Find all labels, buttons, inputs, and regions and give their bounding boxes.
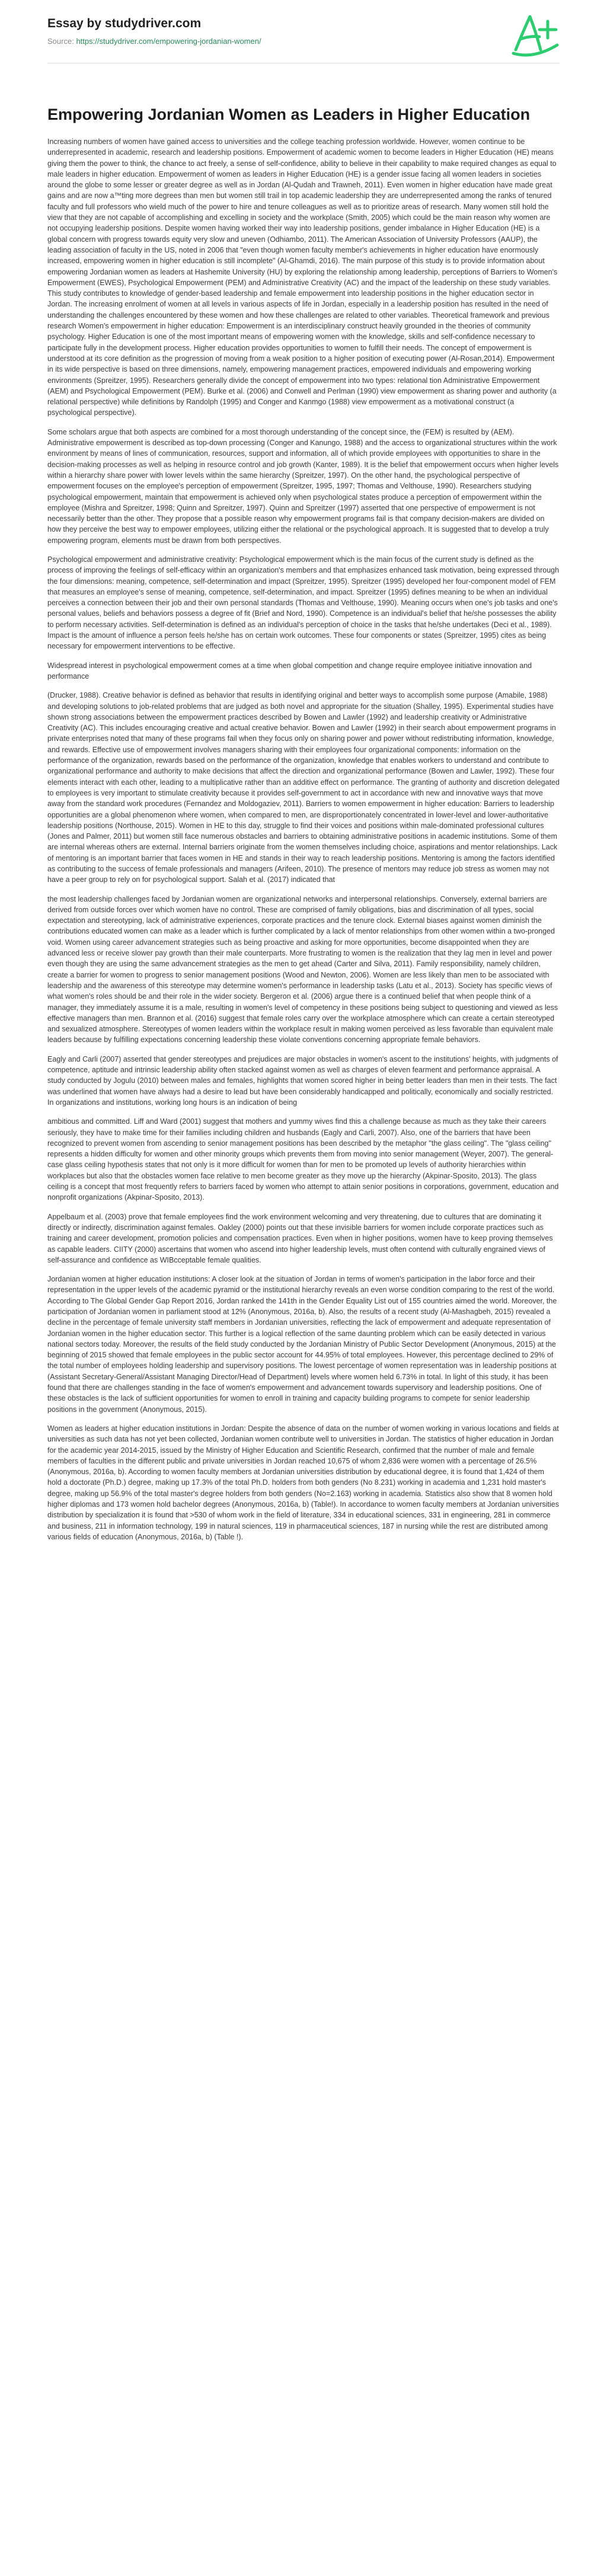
paragraph: Jordanian women at higher education institutions: A closer look at the situation of Jordan in terms of women's participation in the labor force and their representation in the upper levels of the academic pyramid or the institutional hierarchy reveals an even worse condition comparing to the rest of the world. According to The Global Gender Gap Report 2016, Jordan ranked the 141th in the Gender Equality List out of 155 countries aimed the world. Moreover, the participation of Jordanian women in parliament stood at 12% (Anonymous, 2016a, b). Also, the results of a recent study (Al-Mashagbeh, 2015) revealed a decline in the percentage of female university staff members in Jordanian universities, reflecting the lack of empowerment and adequate representation of Jordanian women in the higher education sector. This further is a logical reflection of the same daunting problem which can be easily detected in various national sectors today. Moreover, the results of the field study conducted by the Jordanian Ministry of Public Sector Development (Anonymous, 2015) at the beginning of 2015 showed that female employees in the public sector account for 44.95% of total employees. However, this percentage declined to 29% of the total number of employees holding leadership and supervisory positions. The lowest percentage of women representation was in leadership positions at (Assistant Secretary-General/Assistant Managing Director/Head of Department) levels where women held 6.73% in total. In light of this study, it has been found that there are challenges standing in the face of women's empowerment and advancement towards supervisory and leadership positions. One of these obstacles is the lack of sufficient opportunities for women to enroll in training and capacity building programs to compete for senior leadership positions in the government (Anonymous, 2015).: [47, 1275, 557, 1414]
paragraph: Increasing numbers of women have gained access to universities and the college teaching profession worldwide. However, women continue to be underrepresented in academic, research and leadership positions. Empowerment of academic women to become leaders in Higher Education (HE) means giving them the power to think, the chance to act freely, a sense of self-confidence, ability to believe in their capability to make required changes as equal to male leaders in higher education. Empowerment of women as leaders in Higher Education (HE) is a gender issue facing all women leaders in societies around the globe to some lesser or greater degree as well as in Jordan (Al-Qudah and Trawneh, 2011). Even women in higher education have made great gains and are now a™ting more degrees than men but women still trail in top academic leadership they are underrepresented among the ranks of tenured faculty and full professors who wield much of the power to hire and tenure colleagues as well as to prioritize areas of research. Many women still hold the view that they are not capable of accomplishing and excelling in society and the workplace (Smith, 2005) which could be the main reason why women are not occupying leadership positions. Despite women having worked their way into leadership positions, gender imbalance in Higher Education (HE) is a global concern with progress towards equity very slow and uneven (Odhiambo, 2011). The American Association of University Professors (AAUP), the leading association of faculty in the US, noted in 2006 that "even though women faculty member's achievements in higher education have enormously increased, empowering women in higher education is still incomplete" (Al-Ghamdi, 2016). The main purpose of this study is to provide information about empowering Jordanian women as leaders at Hashemite University (HU) by exploring the relationship among leadership, perceptions of Barriers to Women's Empowerment (EWES), Psychological Empowerment (PEM) and Administrative Creativity (AC) and the impact of the leadership on these study variables. This study contributes to knowledge of gender-based leadership and female empowerment into leadership positions in the higher education sector in Jordan. The increasing enrolment of women at all levels in various aspects of life in Jordan, especially in a leadership position has resulted in the need of understanding the challenges encountered by these women and how these challenges are related to other variables. Theoretical framework and previous research Women's empowerment in higher education: Empowerment is an interdisciplinary construct heavily grounded in the theories of community psychology. Higher Education is one of the most important means of empowering women with the knowledge, skills and self-confidence necessary to participate fully in the development process. Higher education provides opportunities to women to fulfill their needs. The concept of empowerment is understood at its core definition as the progression of moving from a weak position to a higher position of executing power (Al-Rosan,2014). Empowerment in its wide perspective is based on three dimensions, namely, empowering management practices, empowered individuals and empowering working environments (Spreitzer, 1995). Researchers generally divide the concept of empowerment into two types: relational tion Administrative Empowerment (AEM) and Psychological Empowerment (PEM). Burke et al. (2006) and Conwell and Perlman (1990) view empowerment as sharing power and authority (a relational perspective) while definitions by Randolph (1995) and Conger and Kanmgo (1988) view empowerment as a motivational construct (a psychological perspective).: [47, 138, 558, 417]
paragraph: Appelbaum et al. (2003) prove that female employees find the work environment welcoming and very threatening, due to cultures that are dominating it directly or indirectly, discrimination against females. Oakley (2000) points out that these invisible barriers for women include corporate practices such as training and career development, promotion policies and compensation practices. Even when in higher positions, women have to keep proving themselves as capable leaders. CIITY (2000) ascertains that women who ascend into higher leadership levels, must often contend with culturally engrained views of self-assurance and confidence as WIBcceptable female qualities.: [47, 1212, 553, 1264]
source-line: [47, 37, 261, 46]
source-link[interactable]: https://studydriver.com/empowering-jordanian-women/: [76, 37, 261, 46]
page-header: [0, 0, 607, 57]
brand-title: Essay by studydriver.com: [47, 17, 202, 30]
paragraph: Widespread interest in psychological empowerment comes at a time when global competition and change require employee initiative innovation and performance: [47, 661, 532, 680]
paragraph: Women as leaders at higher education institutions in Jordan: Despite the absence of data on the number of women working in various locations and fields at universities as such data has not yet been collected, Jordanian women contribute well to universities in Jordan. The statistics of higher education in Jordan for the academic year 2014-2015, issued by the Ministry of Higher Education and Scientific Research, confirmed that the number of male and female members of faculties in the different public and private universities in Jordan reached 10,675 of whom 2,836 were women with a percentage of 26.5% (Anonymous, 2016a, b). According to women faculty members at Jordanian universities distribution by educational degree, it is found that 1,424 of them hold a doctorate (Ph.D.) degree, making up 17.3% of the total Ph.D. holders from both genders (No 8.231) working in academia and 1,231 hold master's degree, making up 56.9% of the total master's degree holders from both genders (No=2.163) working in academia. Statistics also show that 8 women hold higher diplomas and 173 women hold bachelor degrees (Anonymous, 2016a, b) (Table!). In accordance to women faculty members at Jordanian universities distribution by specialization it is found that >530 of whom work in the field of literature, 334 in educational sciences, 331 in engineering, 281 in commerce and business, 211 in information technology, 199 in natural sciences, 119 in pharmaceutical sciences, 187 in nursing while the rest are distributed among various fields of education (Anonymous, 2016a, b) (Table !).: [47, 1424, 559, 1541]
article-title: Empowering Jordanian Women as Leaders in Higher Education: [47, 106, 531, 123]
a-plus-badge-icon: [510, 8, 560, 58]
source-label: Source:: [47, 37, 74, 46]
paragraph: Some scholars argue that both aspects are combined for a most thorough understanding of the concept since, the (FEM) is resulted by (AEM). Administrative empowerment is described as top-down processing (Conger and Kanungo, 1988) and the access to organizational structures within the work environment by means of lines of communication, resources, support and information, all of which provide employees with opportunities to share in the decision-making processes as well as helping in resource control and job growth (Kanter, 1989). It is the belief that empowerment occurs when higher levels within a hierarchy share power with lower levels within the same hierarchy (Spreitzer, 1997). On the other hand, the psychological perspective of empowerment focuses on the employee's perception of empowerment (Spreitzer, 1995, 1997; Thomas and Velthouse, 1990). Researchers studying psychological empowerment, maintain that empowerment is achieved only when psychological states produce a perception of empowerment within the employee (Mishra and Spreitzer, 1998; Quinn and Spreitzer, 1997). Quinn and Spreitzer (1997) asserted that one perspective of empowerment is not necessarily better than the other. They propose that a possible reason why empowerment programs fail is that company decision-makers are divided on how they perceive the best way to empower employees, utilizing either the relational or the psychological approach. It is suggested that to develop a truly empowering program, elements must be drawn from both perspectives.: [47, 427, 559, 545]
paragraph: Eagly and Carli (2007) asserted that gender stereotypes and prejudices are major obstacles in women's ascent to the institutions' heights, with judgments of competence, aptitude and intrinsic leadership ability often stacked against women as well as charges of eleven fearment and performance appraisal. A study conducted by Jogulu (2010) between males and females, highlights that women scored higher in being better leaders than men in their tests. The fact was underlined that women have always had a desire to lead but have been considerably handicapped and politically, economically and socially restricted. In organizations and institutions, working long hours is an indication of being: [47, 1054, 558, 1107]
paragraph: the most leadership challenges faced by Jordanian women are organizational networks and interpersonal relationships. Conversely, external barriers are derived from outside forces over which women have no control. These are comprised of family obligations, bias and discrimination of all types, social expectation and stereotyping, lack of administrative experiences, corporate practices and the tenure clock. External biases against women diminish the contributions educated women can make as a leader which is further complicated by a lack of mentor relationships from other women within a two-pronged void. Women using career advancement strategies such as being proactive and asking for more opportunities, become disappointed when they are advanced less or receive slower pay growth than their male counterparts. More frustrating to women is the realization that they lag men in level and power even though they are using the same advancement strategies as the men to get ahead (Carter and Silva, 2011). Family responsibility, namely children, create a barrier for women to progress to senior management positions (Wood and Newton, 2006). Women are less likely than men to be associated with leadership and the awareness of this stereotype may determine women's performance in leadership tasks (Latu et al., 2013). Society has specific views of what women's roles should be and their role in the wider society. Bergeron et al. (2006) argue there is a continued belief that when people think of a manager, they immediately assume it is a male, resulting in women's level of competency in these positions being subject to questioning and viewed as less effective managers than men. Brannon et al. (2016) suggest that female roles carry over the workplace atmosphere which can create a certain stereotyped and sexualized atmosphere. Stereotypes of women leaders within the workplace result in making women perceived as less favorable than equivalent male leaders because by fulfilling expectations concerning leadership these violate conventions concerning appropriate female behaviors.: [47, 894, 558, 1044]
article: [47, 104, 560, 1551]
paragraph: Psychological empowerment and administrative creativity: Psychological empowerment which is the main focus of the current study is defined as the process of improving the feelings of self-efficacy within an organization's members and that emphasizes enhanced task motivation, being expressed through the four dimensions: meaning, competence, self-determination and impact (Spreitzer, 1995). Spreitzer (1995) developed her four-component model of FEM that measures an employee's sense of meaning, competence, self-determination, and impact. Spreitzer (1995) defines meaning to be when an individual perceives a connection between their job and their own personal standards (Thomas and Velthouse, 1990). Meaning occurs when one's job tasks and one's personal values, beliefs and behaviors possess a degree of fit (Brief and Nord, 1990). Competence is an individual's belief that he/she possesses the ability to perform necessary activities. Self-determination is defined as an individual's perception of choice in the tasks that he/she undertakes (Deci et al., 1989). Impact is the amount of influence a person feels he/she has on certain work outcomes. These four components or states (Spreitzer, 1995) cites as being necessary for empowerment interventions to be effective.: [47, 555, 560, 651]
paragraph: ambitious and committed. Liff and Ward (2001) suggest that mothers and yummy wives find this a challenge because as much as they take their careers seriously, they have to make time for their families including children and husbands (Eagly and Carli, 2007). Also, one of the barriers that have been recognized to prevent women from ascending to senior management positions has been described by the metaphor "the glass ceiling". The "glass ceiling" represents a hidden difficulty for women and other minority groups which prevents them from moving into senior management (Weyer, 2007). The general-case glass ceiling hypothesis states that not only is it more difficult for women than for men to be promoted up levels of authority hierarchies within workplaces but also that the obstacles women face relative to men become greater as they move up the hierarchy (Akpinar-Sposito, 2013). The glass ceiling is a concept that most frequently refers to barriers faced by women who attempt to attain senior positions in corporations, government, education and nonprofit organizations (Akpinar-Sposito, 2013).: [47, 1117, 559, 1202]
paragraph: (Drucker, 1988). Creative behavior is defined as behavior that results in identifying original and better ways to accomplish some purpose (Amabile, 1988) and developing solutions to job-related problems that are judged as both novel and appropriate for the situation (Shalley, 1995). Experimental studies have shown strong associations between the empowerment practices described by Bowen and Lawler (1992) and leadership creativity or Administrative Creativity (AC). This includes encouraging creative and actual creative behavior. Bowen and Lawler (1992) in their search about empowerment programs in private enterprises noted that many of these programs fail when they focus only on sharing power and power without redistributing information, knowledge, and rewards. Effective use of empowerment involves managers sharing with their employees four organizational components: information on the performance of the organization, rewards based on the performance of the organization, knowledge that enables workers to understand and contribute to organizational performance and authority to make decisions that affect the direction and organizational performance (Bowen and Lawler, 1992). These four elements interact with each other, leading to a multiplicative rather than an additive effect on performance. The granting of authority and discretion delegated to employees is very important to stimulate creativity because it provides self-government to act in accordance with new and innovative ways that move away from the standard work procedures (Fernandez and Moldogaziev, 2011). Barriers to women empowerment in higher education: Barriers to leadership opportunities are a global phenomenon where women, when compared to men, are disproportionately concentrated in lower-level and lower-authoritative leadership positions (Northouse, 2015). Women in HE to this day, struggle to find their voices and positions within male-dominated professional cultures (Jones and Palmer, 2011) but women still face numerous obstacles and barriers to obtaining administrative positions in academic institutions. Some of them are internal whereas others are external. Internal barriers originate from the women themselves including choice, aspirations and mentor relationships. Lack of mentoring is an important barrier that faces women in HE and stands in their way to reach leadership positions. Mentoring is among the factors identified as contributing to the success of female professionals and managers (Arifeen, 2010). The presence of mentors may reduce job stress as women may not have a peer group to rely on for psychological support. Salah et al. (2017) indicated that: [47, 691, 560, 884]
